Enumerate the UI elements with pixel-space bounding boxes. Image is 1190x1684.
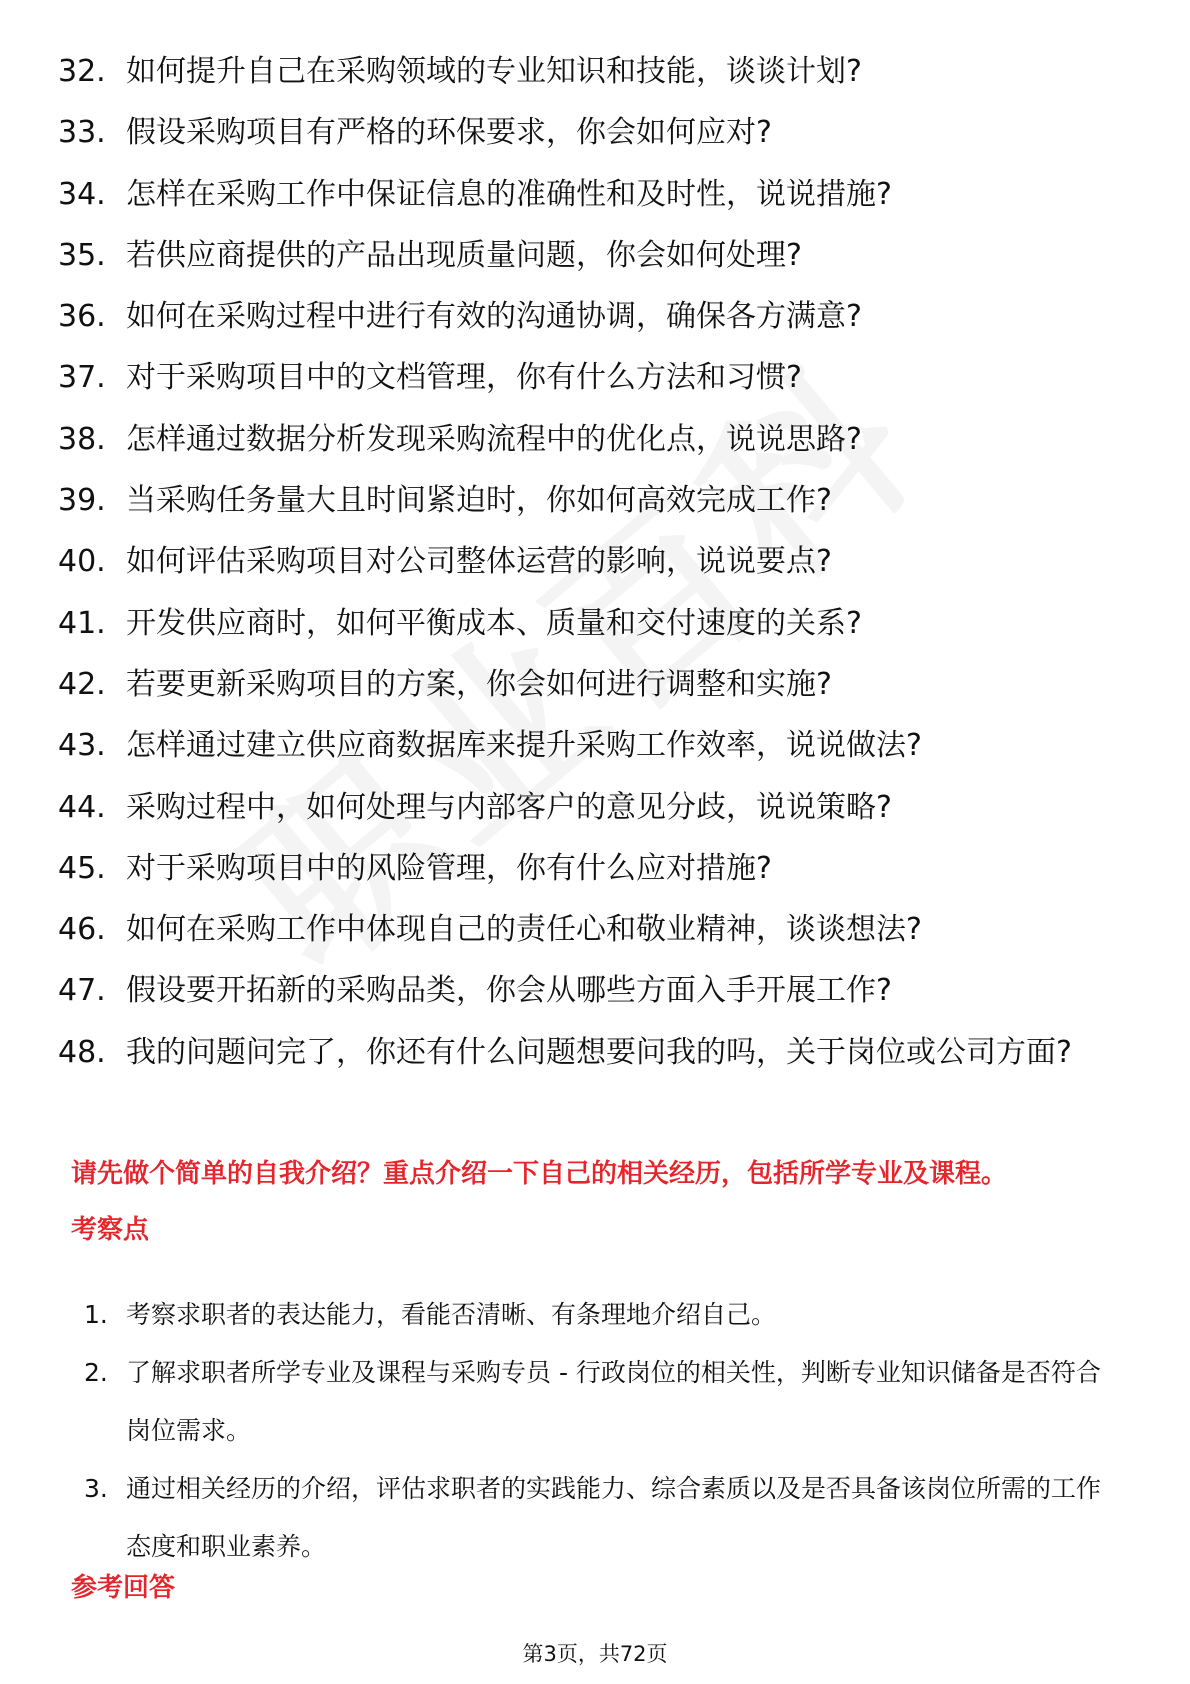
point-number: 3. [84, 1474, 108, 1503]
question-item [58, 663, 1128, 706]
question-text: 若供应商提供的产品出现质量问题，你会如何处理? [126, 237, 802, 273]
question-number: 32. [58, 54, 106, 89]
question-number: 37. [58, 360, 106, 396]
question-text: 怎样通过建立供应商数据库来提升采购工作效率，说说做法? [126, 728, 922, 764]
question-text: 假设采购项目有严格的环保要求，你会如何应对? [126, 115, 772, 151]
question-text: 我的问题问完了，你还有什么问题想要问我的吗，关于岗位或公司方面? [126, 1034, 1072, 1070]
highlight-question: 请先做个简单的自我介绍？重点介绍一下自己的相关经历，包括所学专业及课程。 [71, 1159, 1008, 1189]
question-number: 45. [58, 850, 106, 886]
question-number: 43. [58, 728, 106, 764]
point-number: 2. [84, 1358, 108, 1387]
question-number: 41. [58, 605, 106, 641]
question-text: 采购过程中，如何处理与内部客户的意见分歧，说说策略? [126, 789, 892, 825]
question-text: 如何在采购工作中体现自己的责任心和敬业精神，谈谈想法? [126, 912, 922, 948]
point-text: 考察求职者的表达能力，看能否清晰、有条理地介绍自己。 [126, 1300, 777, 1329]
point-text: 通过相关经历的介绍，评估求职者的实践能力、综合素质以及是否具备该岗位所需的工作态度和职业素养。 [126, 1474, 1102, 1561]
question-item [58, 234, 1128, 277]
question-number: 47. [58, 973, 106, 1009]
question-item [58, 356, 1128, 399]
question-item [58, 1031, 1128, 1074]
question-item [58, 602, 1128, 645]
question-number: 42. [58, 666, 106, 702]
question-number: 34. [58, 176, 106, 212]
question-item [58, 969, 1128, 1012]
question-number: 48. [58, 1034, 106, 1070]
question-item [58, 173, 1128, 216]
question-item [58, 724, 1128, 767]
question-text: 如何提升自己在采购领域的专业知识和技能，谈谈计划? [126, 54, 862, 89]
point-text: 了解求职者所学专业及课程与采购专员 - 行政岗位的相关性，判断专业知识储备是否符合岗位需求。 [126, 1358, 1101, 1445]
question-number: 33. [58, 115, 106, 151]
list-item [84, 1286, 1124, 1344]
question-text: 对于采购项目中的风险管理，你有什么应对措施? [126, 850, 772, 886]
question-text: 如何评估采购项目对公司整体运营的影响，说说要点? [126, 544, 832, 580]
question-number: 38. [58, 421, 106, 457]
question-number: 40. [58, 544, 106, 580]
question-item [58, 295, 1128, 338]
question-item [58, 50, 1128, 93]
question-number: 46. [58, 912, 106, 948]
question-text: 若要更新采购项目的方案，你会如何进行调整和实施? [126, 666, 832, 702]
page-footer: 第3页，共72页 [522, 1642, 668, 1666]
question-number: 35. [58, 237, 106, 273]
question-text: 如何在采购过程中进行有效的沟通协调，确保各方满意? [126, 299, 862, 335]
question-text: 开发供应商时，如何平衡成本、质量和交付速度的关系? [126, 605, 862, 641]
list-item [84, 1460, 1124, 1576]
question-number: 39. [58, 483, 106, 519]
question-item [58, 847, 1128, 890]
exam-points-list [84, 1286, 1124, 1576]
question-item [58, 418, 1128, 461]
question-number: 44. [58, 789, 106, 825]
question-list [58, 50, 1128, 1092]
point-number: 1. [84, 1300, 108, 1329]
question-text: 怎样在采购工作中保证信息的准确性和及时性，说说措施? [126, 176, 892, 212]
question-item [58, 479, 1128, 522]
question-item [58, 786, 1128, 829]
question-text: 怎样通过数据分析发现采购流程中的优化点，说说思路? [126, 421, 862, 457]
question-item [58, 540, 1128, 583]
question-item [58, 908, 1128, 951]
question-text: 对于采购项目中的文档管理，你有什么方法和习惯? [126, 360, 802, 396]
question-number: 36. [58, 299, 106, 335]
question-text: 当采购任务量大且时间紧迫时，你如何高效完成工作? [126, 483, 832, 519]
question-item [58, 111, 1128, 154]
list-item [84, 1344, 1124, 1460]
section-exam-points: 考察点 [71, 1215, 150, 1245]
section-reference-answer: 参考回答 [71, 1573, 176, 1603]
question-text: 假设要开拓新的采购品类，你会从哪些方面入手开展工作? [126, 973, 892, 1009]
